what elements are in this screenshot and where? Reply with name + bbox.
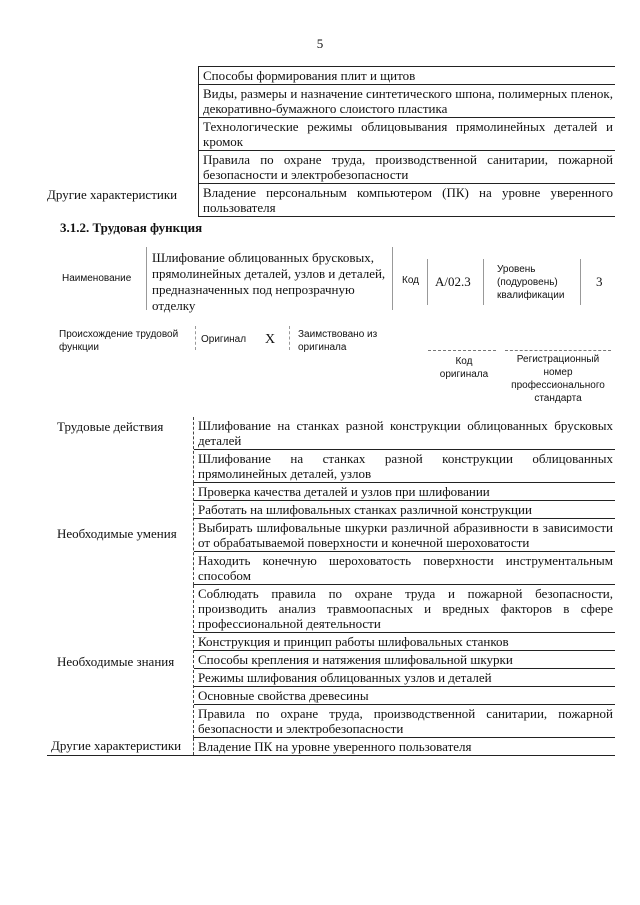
labor-function-table (47, 417, 615, 756)
knowledge-row (47, 585, 615, 738)
reg-number-label: Регистрационный номер профессионального стандарта (511, 354, 605, 404)
skill-item: Выбирать шлифовальные шкурки различной абразивности в зависимости от обрабатываемой поверхности и конечной шероховатости (194, 519, 615, 552)
skill-item: Работать на шлифовальных станках различной конструкции (194, 501, 615, 519)
other-characteristics-label: Другие характеристики (51, 738, 182, 753)
original-mark: Х (265, 332, 276, 347)
other-characteristics-row (47, 738, 615, 756)
action-item: Шлифование на станках разной конструкции облицованных прямолинейных деталей, узлов (194, 450, 615, 483)
origin-label: Происхождение трудовой функции (59, 329, 179, 353)
knowledge-item: Технологические режимы облицовывания прямолинейных деталей и кромок (199, 118, 615, 151)
skills-row (47, 483, 615, 585)
knowledge-continuation-table (47, 66, 615, 217)
knowledge-item: Правила по охране труда, производственной санитарии, пожарной безопасности и электробезопасности (194, 705, 615, 738)
action-item: Шлифование на станках разной конструкции облицованных брусковых деталей (194, 417, 615, 450)
page-number: 5 (316, 36, 324, 51)
reg-number-line (505, 350, 611, 351)
other-characteristics-label: Другие характеристики (47, 187, 178, 202)
knowledge-item: Режимы шлифования облицованных узлов и деталей (194, 669, 615, 687)
other-characteristics-row (47, 184, 615, 217)
actions-label: Трудовые действия (57, 419, 164, 434)
knowledge-item: Виды, размеры и назначение синтетического шпона, полимерных пленок, декоративно-бумажного слоистого пластика (199, 85, 615, 118)
knowledge-item: Способы крепления и натяжения шлифовальной шкурки (194, 651, 615, 669)
knowledge-item: Правила по охране труда, производственной санитарии, пожарной безопасности и электробезопасности (199, 151, 615, 184)
knowledge-row (47, 66, 615, 184)
level-value: 3 (596, 274, 603, 289)
actions-row (47, 417, 615, 483)
knowledge-item: Основные свойства древесины (194, 687, 615, 705)
name-value: Шлифование облицованных брусковых, прямолинейных деталей, узлов и деталей, предназначенных под непрозрачную отделку (152, 250, 386, 313)
knowledge-row-label (47, 66, 198, 184)
knowledge-label: Необходимые знания (57, 653, 175, 669)
code-original-label: Код оригинала (439, 356, 489, 380)
other-characteristics-value: Владение персональным компьютером (ПК) на уровне уверенного пользователя (199, 184, 615, 217)
skill-item: Находить конечную шероховатость поверхности инструментальным способом (194, 552, 615, 585)
borrowed-label: Заимствовано из оригинала (298, 329, 378, 353)
code-value: А/02.3 (435, 274, 471, 289)
code-label: Код (402, 275, 420, 286)
knowledge-item: Конструкция и принцип работы шлифовальных станков (194, 633, 615, 651)
knowledge-item: Способы формирования плит и щитов (199, 66, 615, 85)
level-label: Уровень (подуровень) квалификации (497, 264, 565, 301)
skill-item: Проверка качества деталей и узлов при шлифовании (194, 483, 615, 501)
other-characteristics-value: Владение ПК на уровне уверенного пользователя (198, 739, 472, 754)
original-label: Оригинал (201, 334, 247, 345)
code-original-line (428, 350, 496, 351)
knowledge-item: Соблюдать правила по охране труда и пожарной безопасности, производить анализ травмоопасных и вредных факторов в сфере профессиональной деятельности (194, 585, 615, 633)
section-title: 3.1.2. Трудовая функция (60, 220, 203, 235)
name-label: Наименование (62, 273, 132, 284)
skills-label: Необходимые умения (57, 526, 177, 541)
